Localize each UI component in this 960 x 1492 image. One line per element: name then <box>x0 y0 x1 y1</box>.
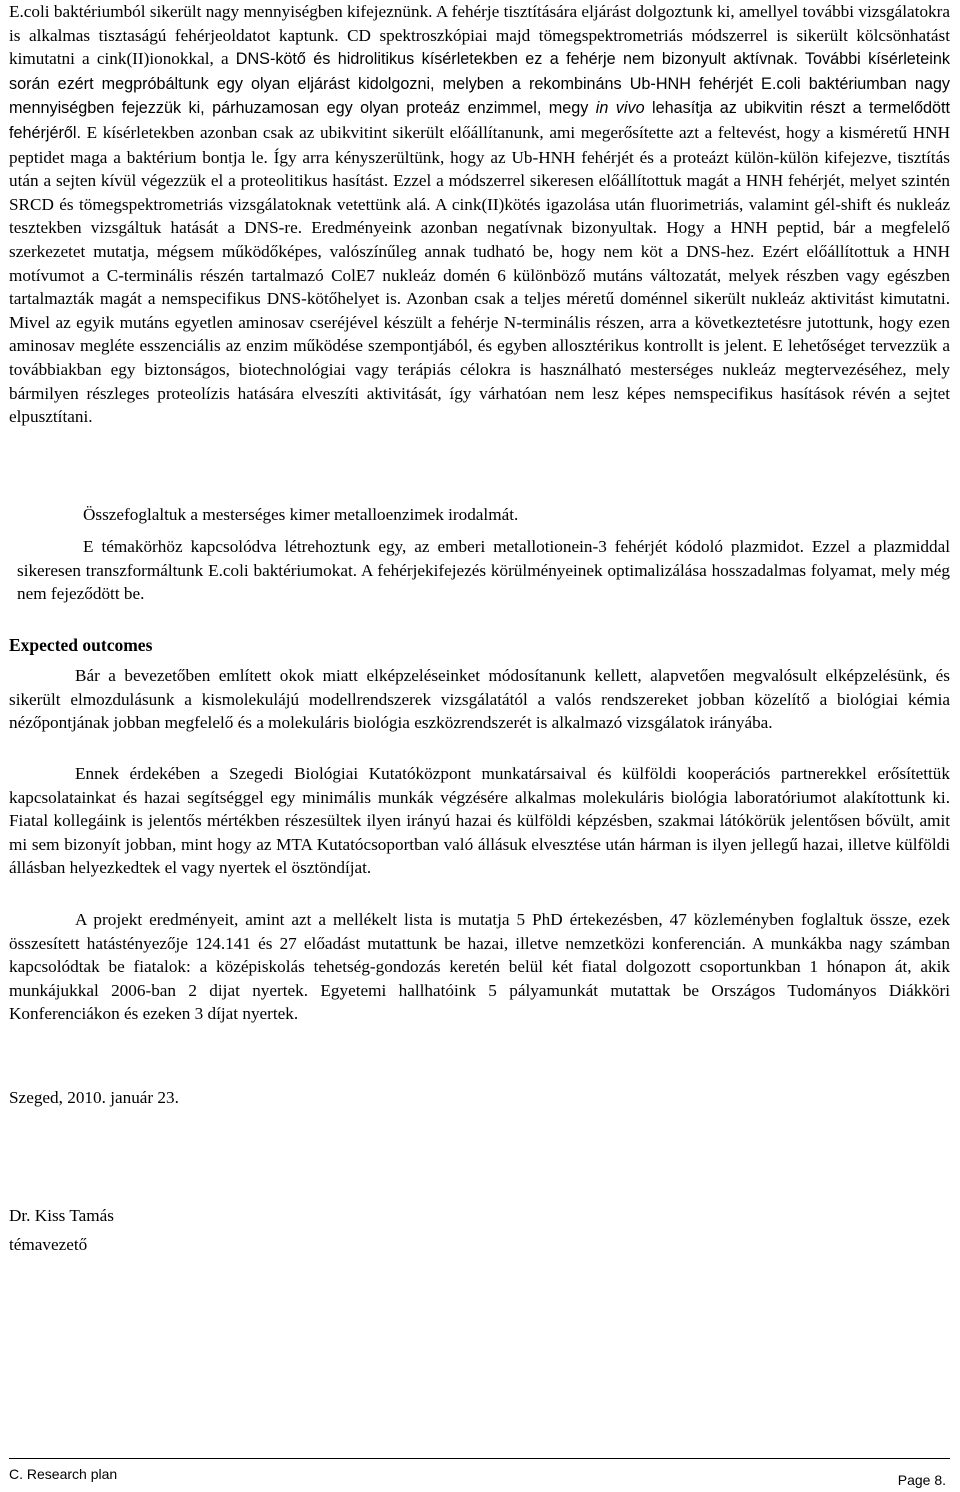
paragraph-project-results: A projekt eredményeit, amint azt a mellékelt lista is mutatja 5 PhD értekezésben, 47 közleményben foglaltuk össze, ezek összesített hatástényezője 124.141 és 27 előadást mutattunk be hazai, illetve nemzetközi konferencián. A munkákba nagy számban kapcsolódtak be fiatalok: a középiskolás tehetség-gondozás keretén belül két fiatal dolgozott csoportunkban 1 hónapon át, akik munkájukkal 2006-ban 2 dijat nyertek. Egyetemi hallhatóink 5 pályamunkát mutattak be Országos Tudományos Diákköri Konferenciákon és ezeken 3 díjat nyertek. <box>9 910 950 1024</box>
footer-divider <box>9 1458 950 1459</box>
text-span-italic: in vivo <box>595 99 645 118</box>
page-number: Page 8. <box>897 1472 946 1488</box>
paragraph-literature-summary: Összefoglaltuk a mesterséges kimer metalloenzimek irodalmát. <box>83 505 519 524</box>
paragraph-outcomes-intro: Bár a bevezetőben említett okok miatt elképzeléseinket módosítanunk kellett, alapvetően megvalósult elképzelésünk, és sikerült elmozdulásunk a kismolekulájú modellrendszerek vizsgálatától a valós rendszereket jobban közelítő a biológiai kémia nézőpontjának jobban megfelelő és a molekuláris biológia eszközrendszerét is alkalmazó vizsgálatok irányába. <box>9 666 950 733</box>
place-date: Szeged, 2010. január 23. <box>9 1088 179 1107</box>
text-span: lehasítja az ubikvitin részt a termelődött fehérjéről. <box>9 99 951 142</box>
text-span: E kísérletekben azonban csak az ubikvitint sikerült előállítanunk, ami megerősítette azt a feltevést, hogy a kisméretű HNH peptidet maga a baktérium bontja le. Így arra kényszerültünk, hogy az Ub-HNH fehérjét és a proteázt külön-külön kifejezve, tisztítás után a sejten kívül végezzük el a proteolitikus hasítást. Ezzel a módszerrel sikeresen előállítottuk magát a HNH fehérjét, melyet szintén SRCD és tömegspektrometriás vizsgálatoknak vetettünk alá. A cink(II)kötés igazolása után fluorimetriás, valamint gél-shift és nukleáz tesztekben vizsgáltuk hatását a DNS-re. Eredményeink azonban negatívnak bizonyultak. Hogy a HNH peptid, bár a megfelelő szerkezetet mutatja, mégsem működőképes, valószínűleg annak tudható be, hogy nem köt a DNS-hez. Ezért előállítottuk a HNH motívumot a C-terminális részén tartalmazó ColE7 nukleáz domén 6 különböző mutáns változatát, melyek részben vagy egészben tartalmazták magát a nemspecifikus DNS-kötőhelyet is. Azonban csak a teljes méretű doménnel sikerült nukleáz aktivitást kimutatni. Mivel az egyik mutáns egyetlen aminosav cseréjével készült a fehérje N-terminális részen, arra a következtetésre jutottunk, hogy ezen aminosav megléte esszenciális az enzim működése szempontjából, és egyben allosztérikus kontrollt is jelent. E lehetőséget tervezzük a továbbiakban egy biztonságos, biotechnológiai vagy terápiás célokra is használható mesterséges nukleáz megtervezéséhez, mely bármilyen részleges proteolízis hatására elveszíti aktivitását, így várhatóan nem lesz képes nemspecifikus hasítások révén a sejtet elpusztítani. <box>9 122 950 427</box>
paragraph-plasmid: E témakörhöz kapcsolódva létrehoztunk egy, az emberi metallotionein-3 fehérjét kódoló plazmidot. Ezzel a plazmiddal sikeresen transzformáltunk E.coli baktériumokat. A fehérjekifejezés körülményeinek optimalizálása hosszadalmas folyamat, mely még nem fejeződött be. <box>17 537 950 604</box>
text-span: E.coli baktériumból sikerült nagy mennyiségben kifejeznünk. A fehérje tisztítására eljárást dolgoztunk ki, amellyel további vizsgálatokra is alkalmas tisztaságú fehérjeoldatot kaptunk. CD spektroszkópiai majd tömegspektrometriás módszerrel is sikerült kölcsönhatást kimutatni a cink(II)ionokkal, a <box>9 2 950 69</box>
paragraph-cooperation: Ennek érdekében a Szegedi Biológiai Kutatóközpont munkatársaival és külföldi kooperációs partnerekkel erősítettük kapcsolatainkat és hazai segítséggel egy minimális munkák végzésére alkalmas molekuláris biológia laboratóriumot alakítottunk ki. Fiatal kollegáink is jelentős mértékben részesültek ilyen irányú hazai és külföldi képzésben, szakmai látókörük jelentősen bővült, amit mi sem bizonyít jobban, mint hogy az MTA Kutatócsoportban való állásuk elvesztése után hárman is ilyen jellegű hazai, illetve külföldi állásban helyezkedtek el vagy nyertek el ösztöndíjat. <box>9 764 950 878</box>
signer-name: Dr. Kiss Tamás <box>9 1206 114 1225</box>
signer-role: témavezető <box>9 1235 88 1254</box>
section-heading-expected-outcomes: Expected outcomes <box>9 635 153 655</box>
paragraph-research-results <box>9 0 950 429</box>
footer-section-label: C. Research plan <box>9 1466 118 1482</box>
text-span: DNS-kötő és hidrolitikus kísérletekben ez a fehérje nem bizonyult aktívnak. További kísérleteink során ezért megpróbáltunk egy olyan eljárást kidolgozni, melyben a rekombináns Ub-HNH fehérjét E.coli baktériumban nagy mennyiségben fejezzük ki, párhuzamosan egy olyan proteáz enzimmel, megy <box>9 50 950 118</box>
